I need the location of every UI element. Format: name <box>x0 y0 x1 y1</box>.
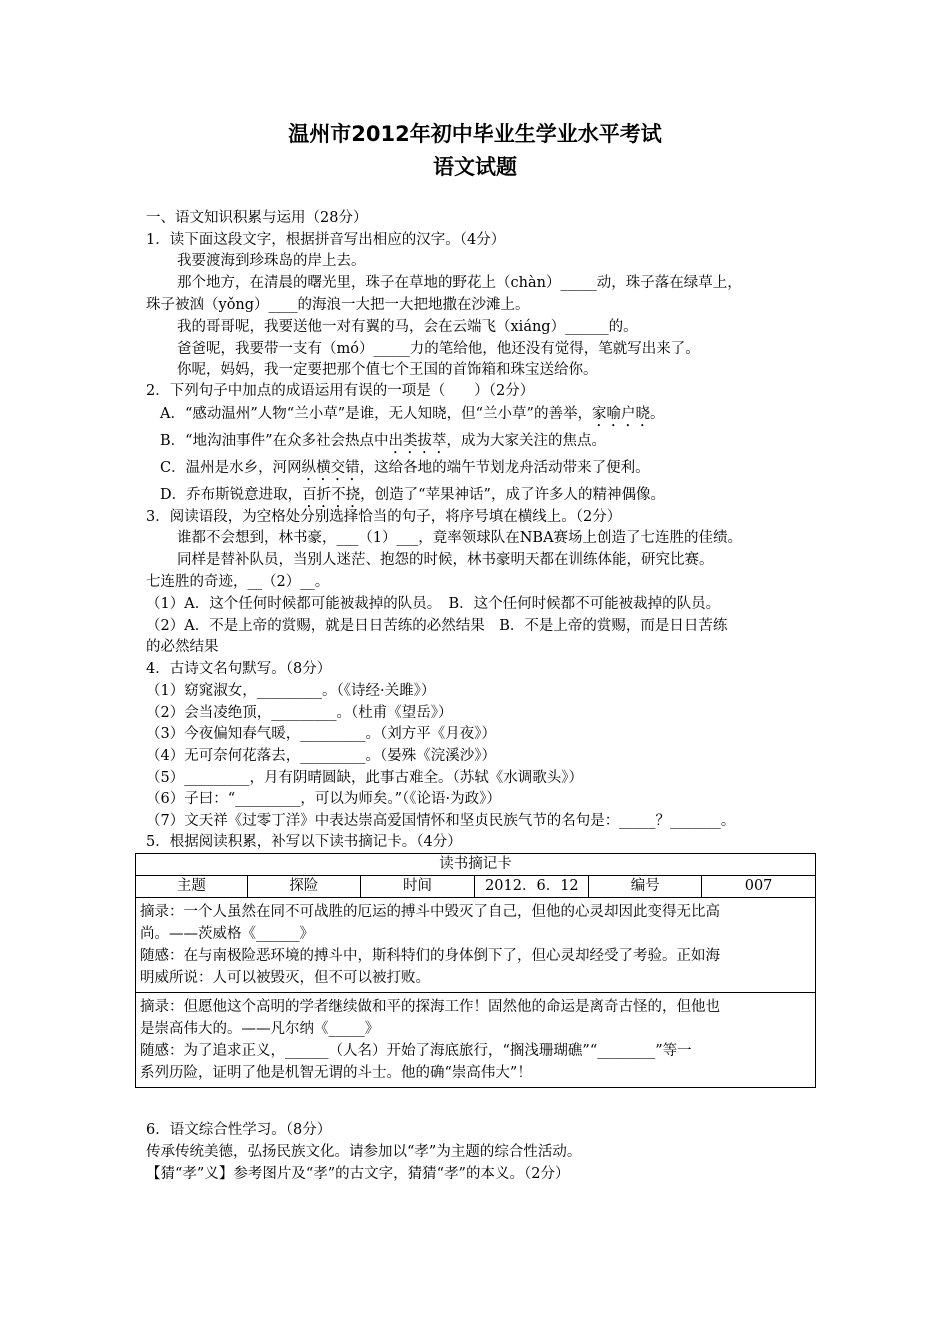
card-text: 明威所说：人可以被毁灭，但不可以被打败。 <box>140 970 430 986</box>
card-entry-2 <box>136 993 816 1088</box>
question-6-line: 【猜“孝”义】参考图片及“孝”的古文字，猜猜“孝”的本义。（2分） <box>146 1166 570 1182</box>
dotted-idiom: 纵横交错 <box>301 460 360 476</box>
dotted-idiom: 百折不挠 <box>302 487 361 503</box>
reading-note-card <box>135 853 816 1088</box>
option-text: C．温州是水乡，河网 <box>160 460 302 476</box>
question-1-line: 你呢，妈妈，我一定要把那个值七个王国的首饰箱和珠宝送给你。 <box>177 362 598 378</box>
card-value-theme: 探险 <box>247 876 360 898</box>
option-text: ，成为大家关注的焦点。 <box>446 433 606 449</box>
option-text: 。 <box>649 406 665 422</box>
card-value-time: 2012．6．12 <box>475 876 589 898</box>
option-text: ，创造了“苹果神话”，成了许多人的精神偶像。 <box>360 487 665 503</box>
answer-blank: ___（1）___ <box>336 530 419 546</box>
dotted-idiom: 出类拔萃 <box>388 433 447 449</box>
answer-blank: __（2）__ <box>247 574 315 590</box>
question-3-options: （1）A．这个任何时候都可能被裁掉的队员。 B．这个任何时候都不可能被裁掉的队员。 <box>146 596 721 612</box>
question-1-line: 我的哥哥呢，我要送他一对有翼的马，会在云端飞（xiáng）______的。 <box>177 319 638 335</box>
poem-line: （1）窈窕淑女，_________。（《诗经·关雎》） <box>146 683 436 699</box>
question-3-line: 同样是替补队员，当别人迷茫、抱怨的时候，林书豪明天都在训练体能，研究比赛。 <box>177 552 714 568</box>
card-text: 是崇高伟大的。——凡尔纳《_____》 <box>140 1021 380 1037</box>
card-header-time: 时间 <box>360 876 475 898</box>
page-title: 温州市2012年初中毕业生学业水平考试 <box>288 122 662 146</box>
card-text: 随感：在与南极险恶环境的搏斗中，斯科特们的身体倒下了，但心灵却经受了考验。正如海 <box>140 948 720 964</box>
page-subtitle: 语文试题 <box>433 155 517 179</box>
question-1-line: 我要渡海到珍珠岛的岸上去。 <box>177 253 366 269</box>
card-text: 摘录：但愿他这个高明的学者继续做和平的探海工作！固然他的命运是离奇古怪的，但他也 <box>140 999 720 1015</box>
question-1-line: 爸爸呢，我要带一支有（mó）_____力的笔给他，他还没有觉得，笔就写出来了。 <box>177 341 700 357</box>
question-2-option-c <box>160 458 650 484</box>
question-3-line <box>177 528 742 548</box>
poem-line: （5）_________，月有阴晴圆缺，此事古难全。（苏轼《水调歌头》） <box>146 770 583 786</box>
card-title: 读书摘记卡 <box>136 854 816 876</box>
question-1-line: 珠子被汹（yǒng）____的海浪一大把一大把地撒在沙滩上。 <box>146 297 530 313</box>
poem-line: （7）文天祥《过零丁洋》中表达崇高爱国情怀和坚贞民族气节的名句是：_____？_______。 <box>146 813 736 829</box>
question-1-line: 那个地方，在清晨的曙光里，珠子在草地的野花上（chàn）_____动，珠子落在绿草上， <box>177 275 742 291</box>
option-text: D．乔布斯锐意进取， <box>160 487 303 503</box>
card-text: 摘录：一个人虽然在同不可战胜的厄运的搏斗中毁灭了自己，但他的心灵却因此变得无比高 <box>140 904 720 920</box>
question-2-stem: 2．下列句子中加点的成语运用有误的一项是（ ）（2分） <box>146 383 535 399</box>
question-2-option-a <box>160 404 664 430</box>
passage-text: 谁都不会想到，林书豪， <box>177 530 337 546</box>
passage-text: 。 <box>314 574 330 590</box>
question-1-stem: 1．读下面这段文字，根据拼音写出相应的汉字。（4分） <box>146 232 506 248</box>
question-4-stem: 4．古诗文名句默写。（8分） <box>146 661 332 677</box>
poem-line: （3）今夜偏知春气暖，_________。（刘方平《月夜》） <box>146 726 496 742</box>
card-text: 尚。——茨威格《______》 <box>140 926 314 942</box>
question-3-options: 的必然结果 <box>146 639 219 655</box>
option-text: ，这给各地的端午节划龙舟活动带来了便利。 <box>359 460 650 476</box>
question-5-stem: 5．根据阅读积累，补写以下读书摘记卡。（4分） <box>146 834 462 850</box>
card-entry-1 <box>136 898 816 993</box>
card-header-theme: 主题 <box>136 876 248 898</box>
card-value-number: 007 <box>702 876 816 898</box>
dotted-idiom: 家喻户晓 <box>591 406 650 422</box>
card-header-number: 编号 <box>589 876 702 898</box>
poem-line: （6）子曰：“_________，可以为师矣。”（《论语·为政》） <box>146 791 501 807</box>
poem-line: （4）无可奈何花落去，_________。（晏殊《浣溪沙》） <box>146 748 496 764</box>
question-6-line: 传承传统美德，弘扬民族文化。请参加以“孝”为主题的综合性活动。 <box>146 1144 582 1160</box>
card-text: 随感：为了追求正义，______（人名）开始了海底旅行，“搁浅珊瑚礁”“________”等一 <box>140 1043 692 1059</box>
card-text: 系列历险，证明了他是机智无谓的斗士。他的确“崇高伟大”！ <box>140 1065 532 1081</box>
section-heading: 一、语文知识积累与运用（28分） <box>146 210 368 226</box>
question-3-options: （2）A．不是上帝的赏赐，就是日日苦练的必然结果 B．不是上帝的赏赐，而是日日苦练 <box>146 618 728 634</box>
poem-line: （2）会当凌绝顶，_________。（杜甫《望岳》） <box>146 705 453 721</box>
option-text: B．“地沟油事件”在众多社会热点中 <box>160 433 389 449</box>
question-3-stem: 3．阅读语段，为空格处分别选择恰当的句子，将序号填在横线上。（2分） <box>146 509 622 525</box>
option-text: A．“感动温州”人物“兰小草”是谁，无人知晓，但“兰小草”的善举， <box>160 406 592 422</box>
question-6-stem: 6．语文综合性学习。（8分） <box>146 1122 332 1138</box>
passage-text: 七连胜的奇迹， <box>146 574 248 590</box>
question-3-line <box>146 572 329 592</box>
passage-text: ，竟率领球队在NBA赛场上创造了七连胜的佳绩。 <box>418 530 743 546</box>
question-2-option-b <box>160 431 606 457</box>
